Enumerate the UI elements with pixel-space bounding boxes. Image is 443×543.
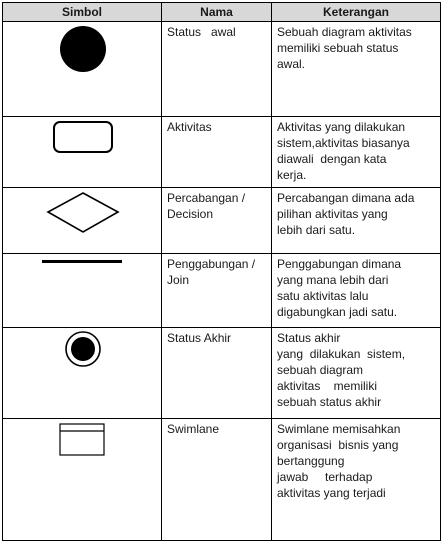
header-name: Nama: [162, 3, 272, 22]
table-row: [3, 254, 441, 328]
name-cell: Penggabungan / Join: [162, 254, 272, 328]
name-cell: Status awal: [162, 22, 272, 117]
description-cell: Swimlane memisahkan organisasi bisnis yang bertanggung jawab terhadap aktivitas yang terjadi: [272, 419, 441, 541]
description-cell: Status akhir yang dilakukan sistem, sebuah diagram aktivitas memiliki sebuah status akhir: [272, 328, 441, 419]
symbol-cell: [3, 419, 162, 541]
name-cell: Aktivitas: [162, 117, 272, 188]
header-description: Keterangan: [272, 3, 441, 22]
table-row: [3, 117, 441, 188]
swimlane-icon: [3, 419, 162, 541]
filled-circle-icon: [3, 22, 162, 117]
bullseye-icon: [3, 328, 162, 419]
description-cell: Percabangan dimana ada pilihan aktivitas yang lebih dari satu.: [272, 188, 441, 254]
horizontal-bar-icon: [3, 254, 162, 328]
table-row: [3, 328, 441, 419]
description-cell: Aktivitas yang dilakukan sistem,aktivitas biasanya diawali dengan kata kerja.: [272, 117, 441, 188]
table-row: [3, 22, 441, 117]
symbol-cell: [3, 22, 162, 117]
header-symbol: Simbol: [3, 3, 162, 22]
name-cell: Status Akhir: [162, 328, 272, 419]
header-row: [3, 3, 441, 22]
symbol-cell: [3, 254, 162, 328]
symbol-cell: [3, 188, 162, 254]
table-row: [3, 188, 441, 254]
rounded-rectangle-icon: [3, 117, 162, 188]
diamond-icon: [3, 188, 162, 254]
description-cell: Penggabungan dimana yang mana lebih dari satu aktivitas lalu digabungkan jadi satu.: [272, 254, 441, 328]
symbol-cell: [3, 328, 162, 419]
table-row: [3, 419, 441, 541]
description-cell: Sebuah diagram aktivitas memiliki sebuah status awal.: [272, 22, 441, 117]
uml-activity-symbol-table: [2, 2, 441, 541]
name-cell: Percabangan / Decision: [162, 188, 272, 254]
name-cell: Swimlane: [162, 419, 272, 541]
symbol-cell: [3, 117, 162, 188]
